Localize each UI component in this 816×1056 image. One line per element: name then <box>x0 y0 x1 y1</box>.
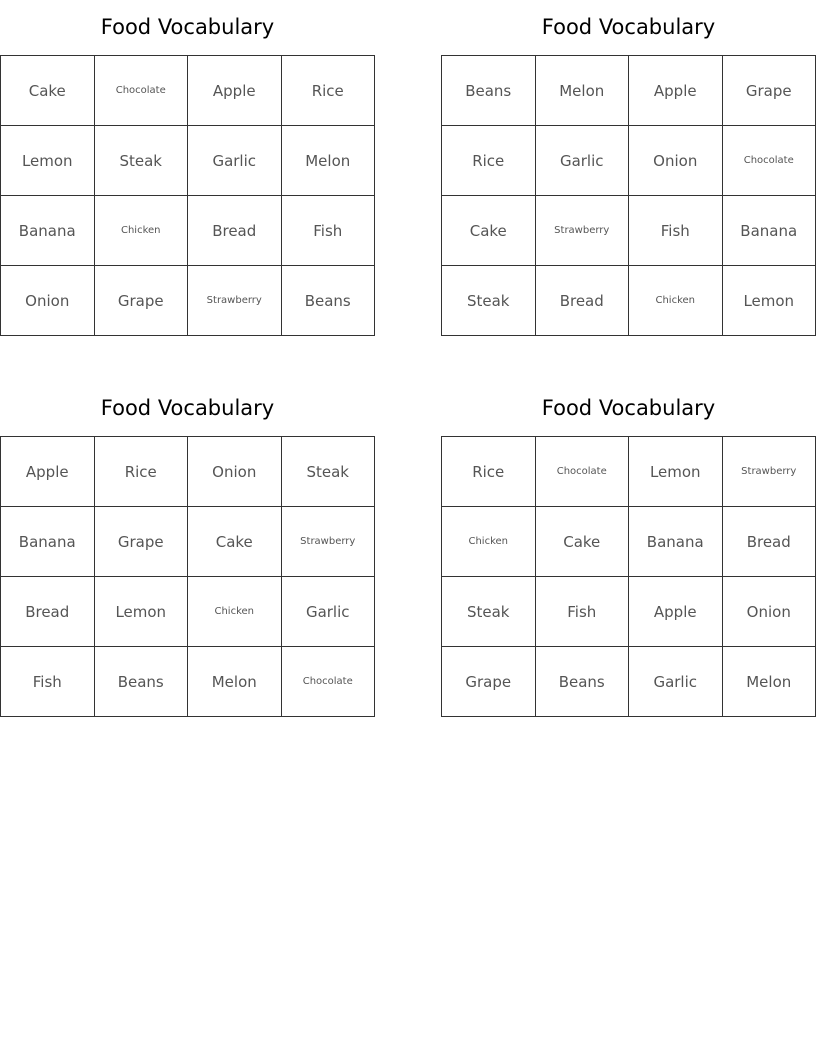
bingo-cell: Garlic <box>282 577 376 647</box>
bingo-cell: Fish <box>1 647 95 717</box>
bingo-cell: Lemon <box>95 577 189 647</box>
card-title: Food Vocabulary <box>541 15 716 39</box>
bingo-cell: Bread <box>536 266 630 336</box>
bingo-grid <box>441 436 816 717</box>
bingo-cell: Melon <box>723 647 816 717</box>
bingo-cell: Garlic <box>188 126 282 196</box>
bingo-cell: Chicken <box>95 196 189 266</box>
bingo-card-4 <box>441 381 816 717</box>
bingo-cell: Apple <box>629 56 723 126</box>
bingo-cell: Chocolate <box>282 647 376 717</box>
bingo-cell: Apple <box>629 577 723 647</box>
bingo-cell: Strawberry <box>282 507 376 577</box>
bingo-cell: Banana <box>723 196 816 266</box>
card-title: Food Vocabulary <box>541 396 716 420</box>
bingo-cell: Lemon <box>1 126 95 196</box>
bingo-cell: Fish <box>629 196 723 266</box>
card-title: Food Vocabulary <box>100 15 275 39</box>
bingo-cell: Lemon <box>723 266 816 336</box>
bingo-cell: Steak <box>95 126 189 196</box>
bingo-card-2 <box>441 0 816 336</box>
bingo-cell: Grape <box>723 56 816 126</box>
card-title: Food Vocabulary <box>100 396 275 420</box>
bingo-cell: Onion <box>723 577 816 647</box>
bingo-cell: Onion <box>629 126 723 196</box>
bingo-cell: Cake <box>536 507 630 577</box>
bingo-cell: Beans <box>442 56 536 126</box>
bingo-cell: Steak <box>442 577 536 647</box>
bingo-cell: Beans <box>282 266 376 336</box>
bingo-cell: Banana <box>1 507 95 577</box>
bingo-cell: Banana <box>1 196 95 266</box>
bingo-cell: Chicken <box>629 266 723 336</box>
bingo-cell: Fish <box>282 196 376 266</box>
bingo-cell: Onion <box>1 266 95 336</box>
bingo-cell: Rice <box>282 56 376 126</box>
bingo-cell: Garlic <box>629 647 723 717</box>
bingo-cell: Rice <box>442 437 536 507</box>
bingo-cell: Beans <box>95 647 189 717</box>
bingo-cell: Strawberry <box>188 266 282 336</box>
bingo-grid <box>0 436 375 717</box>
bingo-cell: Apple <box>1 437 95 507</box>
bingo-grid <box>441 55 816 336</box>
bingo-cell: Rice <box>442 126 536 196</box>
bingo-cell: Cake <box>188 507 282 577</box>
bingo-cell: Chicken <box>188 577 282 647</box>
bingo-cell: Beans <box>536 647 630 717</box>
bingo-cell: Chocolate <box>536 437 630 507</box>
bingo-grid <box>0 55 375 336</box>
bingo-cell: Banana <box>629 507 723 577</box>
bingo-cell: Fish <box>536 577 630 647</box>
bingo-cell: Melon <box>536 56 630 126</box>
bingo-cell: Lemon <box>629 437 723 507</box>
bingo-cell: Grape <box>442 647 536 717</box>
bingo-cell: Chicken <box>442 507 536 577</box>
bingo-card-3 <box>0 381 375 717</box>
bingo-cell: Grape <box>95 507 189 577</box>
bingo-cell: Chocolate <box>95 56 189 126</box>
bingo-cell: Cake <box>1 56 95 126</box>
bingo-cell: Grape <box>95 266 189 336</box>
bingo-cell: Bread <box>188 196 282 266</box>
bingo-cell: Bread <box>1 577 95 647</box>
bingo-cell: Onion <box>188 437 282 507</box>
bingo-cell: Steak <box>282 437 376 507</box>
bingo-cell: Steak <box>442 266 536 336</box>
bingo-cell: Strawberry <box>723 437 816 507</box>
bingo-cell: Melon <box>282 126 376 196</box>
bingo-cell: Bread <box>723 507 816 577</box>
bingo-card-1 <box>0 0 375 336</box>
bingo-cell: Strawberry <box>536 196 630 266</box>
bingo-cell: Melon <box>188 647 282 717</box>
bingo-cell: Rice <box>95 437 189 507</box>
bingo-cell: Garlic <box>536 126 630 196</box>
bingo-cell: Cake <box>442 196 536 266</box>
bingo-cell: Chocolate <box>723 126 816 196</box>
bingo-cell: Apple <box>188 56 282 126</box>
